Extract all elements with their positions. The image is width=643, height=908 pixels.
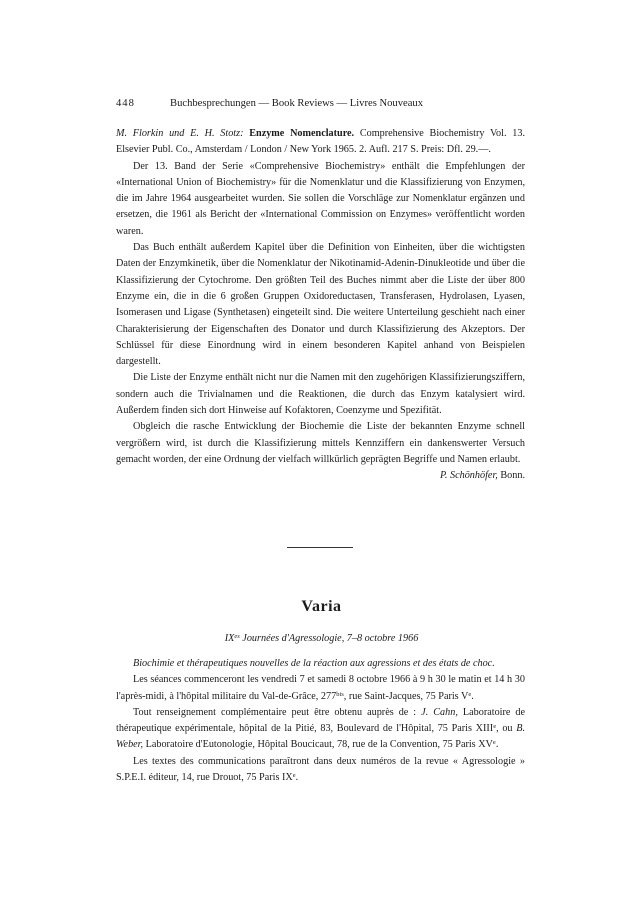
review-paragraph: Obgleich die rasche Entwicklung der Biochemie die Liste der bekannten Enzyme schnell vergrößern wird, ist durch die Klassifizierung mittels Kennziffern ein dankenswerter Versuch gemacht worden, der eine Ordnung der vielfach willkürlich geprägten Begriffe und Namen erlaubt. <box>116 421 525 465</box>
page-number: 448 <box>116 98 135 109</box>
review-citation <box>116 126 525 159</box>
review-paragraph: Der 13. Band der Serie «Comprehensive Biochemistry» enthält die Empfehlungen der «International Union of Biochemistry» für die Nomenklatur und die Klassifizierung von Enzymen, die im Jahre 1964 ausgearbeitet wurden. Sie sollen die Vorschläge zur Nomenklatur ergänzen und ersetzen, die 1961 als Bericht der «International Commission on Enzymes» veröffentlicht worden waren. <box>116 160 525 237</box>
section-title: Varia <box>301 598 342 615</box>
section-divider <box>287 547 353 548</box>
reviewer-city: Bonn. <box>500 470 525 482</box>
review-authors: M. Florkin und E. H. Stotz: <box>116 128 244 139</box>
book-review <box>116 126 525 485</box>
reviewer-name: P. Schönhöfer, <box>440 470 498 482</box>
review-paragraph: Das Buch enthält außerdem Kapitel über die Definition von Einheiten, über die wichtigsten Daten der Enzymkinetik, über die Nomenklatur der Nikotinamid-Adenin-Dinukleotide und über die Klassifizierung der Cytochrome. Den größten Teil des Buches nimmt aber die Liste der über 800 Enzyme ein, die in die 6 großen Gruppen Oxidoreductasen, Transferasen, Hydrolasen, Lyasen, Isomerasen und Ligase (Synthetasen) eingeteilt sind. Die weitere Unterteilung geschieht nach einer Charakterisierung der Eigenschaften des Donator und durch Klassifizierung des Akzeptors. Der Schlüssel für diese Einordnung wird in einem besonderen Kapitel anhand von Beispielen dargestellt. <box>116 242 525 368</box>
event-schedule: Les séances commenceront les vendredi 7 et samedi 8 octobre 1966 à 9 h 30 le matin et 14 h 30 l'après-midi, à l'hôpital militaire du Val-de-Grâce, $277^{bis}$, rue Saint-Jacques, 75 Paris Ve. <box>116 674 525 702</box>
review-signature <box>116 468 525 484</box>
event-publication: Les textes des communications paraîtront dans deux numéros de la revue « Agressologie » S.P.E.I. éditeur, 14, rue Drouot, 75 Paris IXe. <box>116 755 525 784</box>
review-paragraph: Die Liste der Enzyme enthält nicht nur die Namen mit den zugehörigen Klassifizierungsziffern, sondern auch die Trivialnamen und die Reaktionen, die durch das Enzym katalysiert wird. Außerdem finden sich dort Hinweise auf Kofaktoren, Coenzyme und Spezifität. <box>116 372 525 417</box>
event-title: $IX^{es}$ Journées d'Agressologie, 7–8 octobre 1966 <box>224 633 419 644</box>
review-citation-details: Comprehensive Biochemistry Vol. 13. Elsevier Publ. Co., Amsterdam / London / New York 1965. 2. Aufl. 217 S. Preis: Dfl. 29.—. <box>116 128 525 156</box>
varia-announcement <box>116 656 525 786</box>
event-theme: Biochimie et thérapeutiques nouvelles de la réaction aux agressions et des états de choc. <box>133 658 495 669</box>
running-header <box>116 98 536 109</box>
review-book-title: Enzyme Nomenclature. <box>249 128 355 139</box>
running-title: Buchbesprechungen — Book Reviews — Livres Nouveaux <box>170 98 424 109</box>
event-contact: Tout renseignement complémentaire peut être obtenu auprès de : J. Cahn, Laboratoire de thérapeutique expérimentale, hôpital de la Pitié, 83, Boulevard de l'Hôpital, 75 Paris XIIIe, ou B. Weber, Laboratoire d'Eutonologie, Hôpital Boucicaut, 78, rue de la Convention, 75 Paris XVe. <box>116 706 526 751</box>
